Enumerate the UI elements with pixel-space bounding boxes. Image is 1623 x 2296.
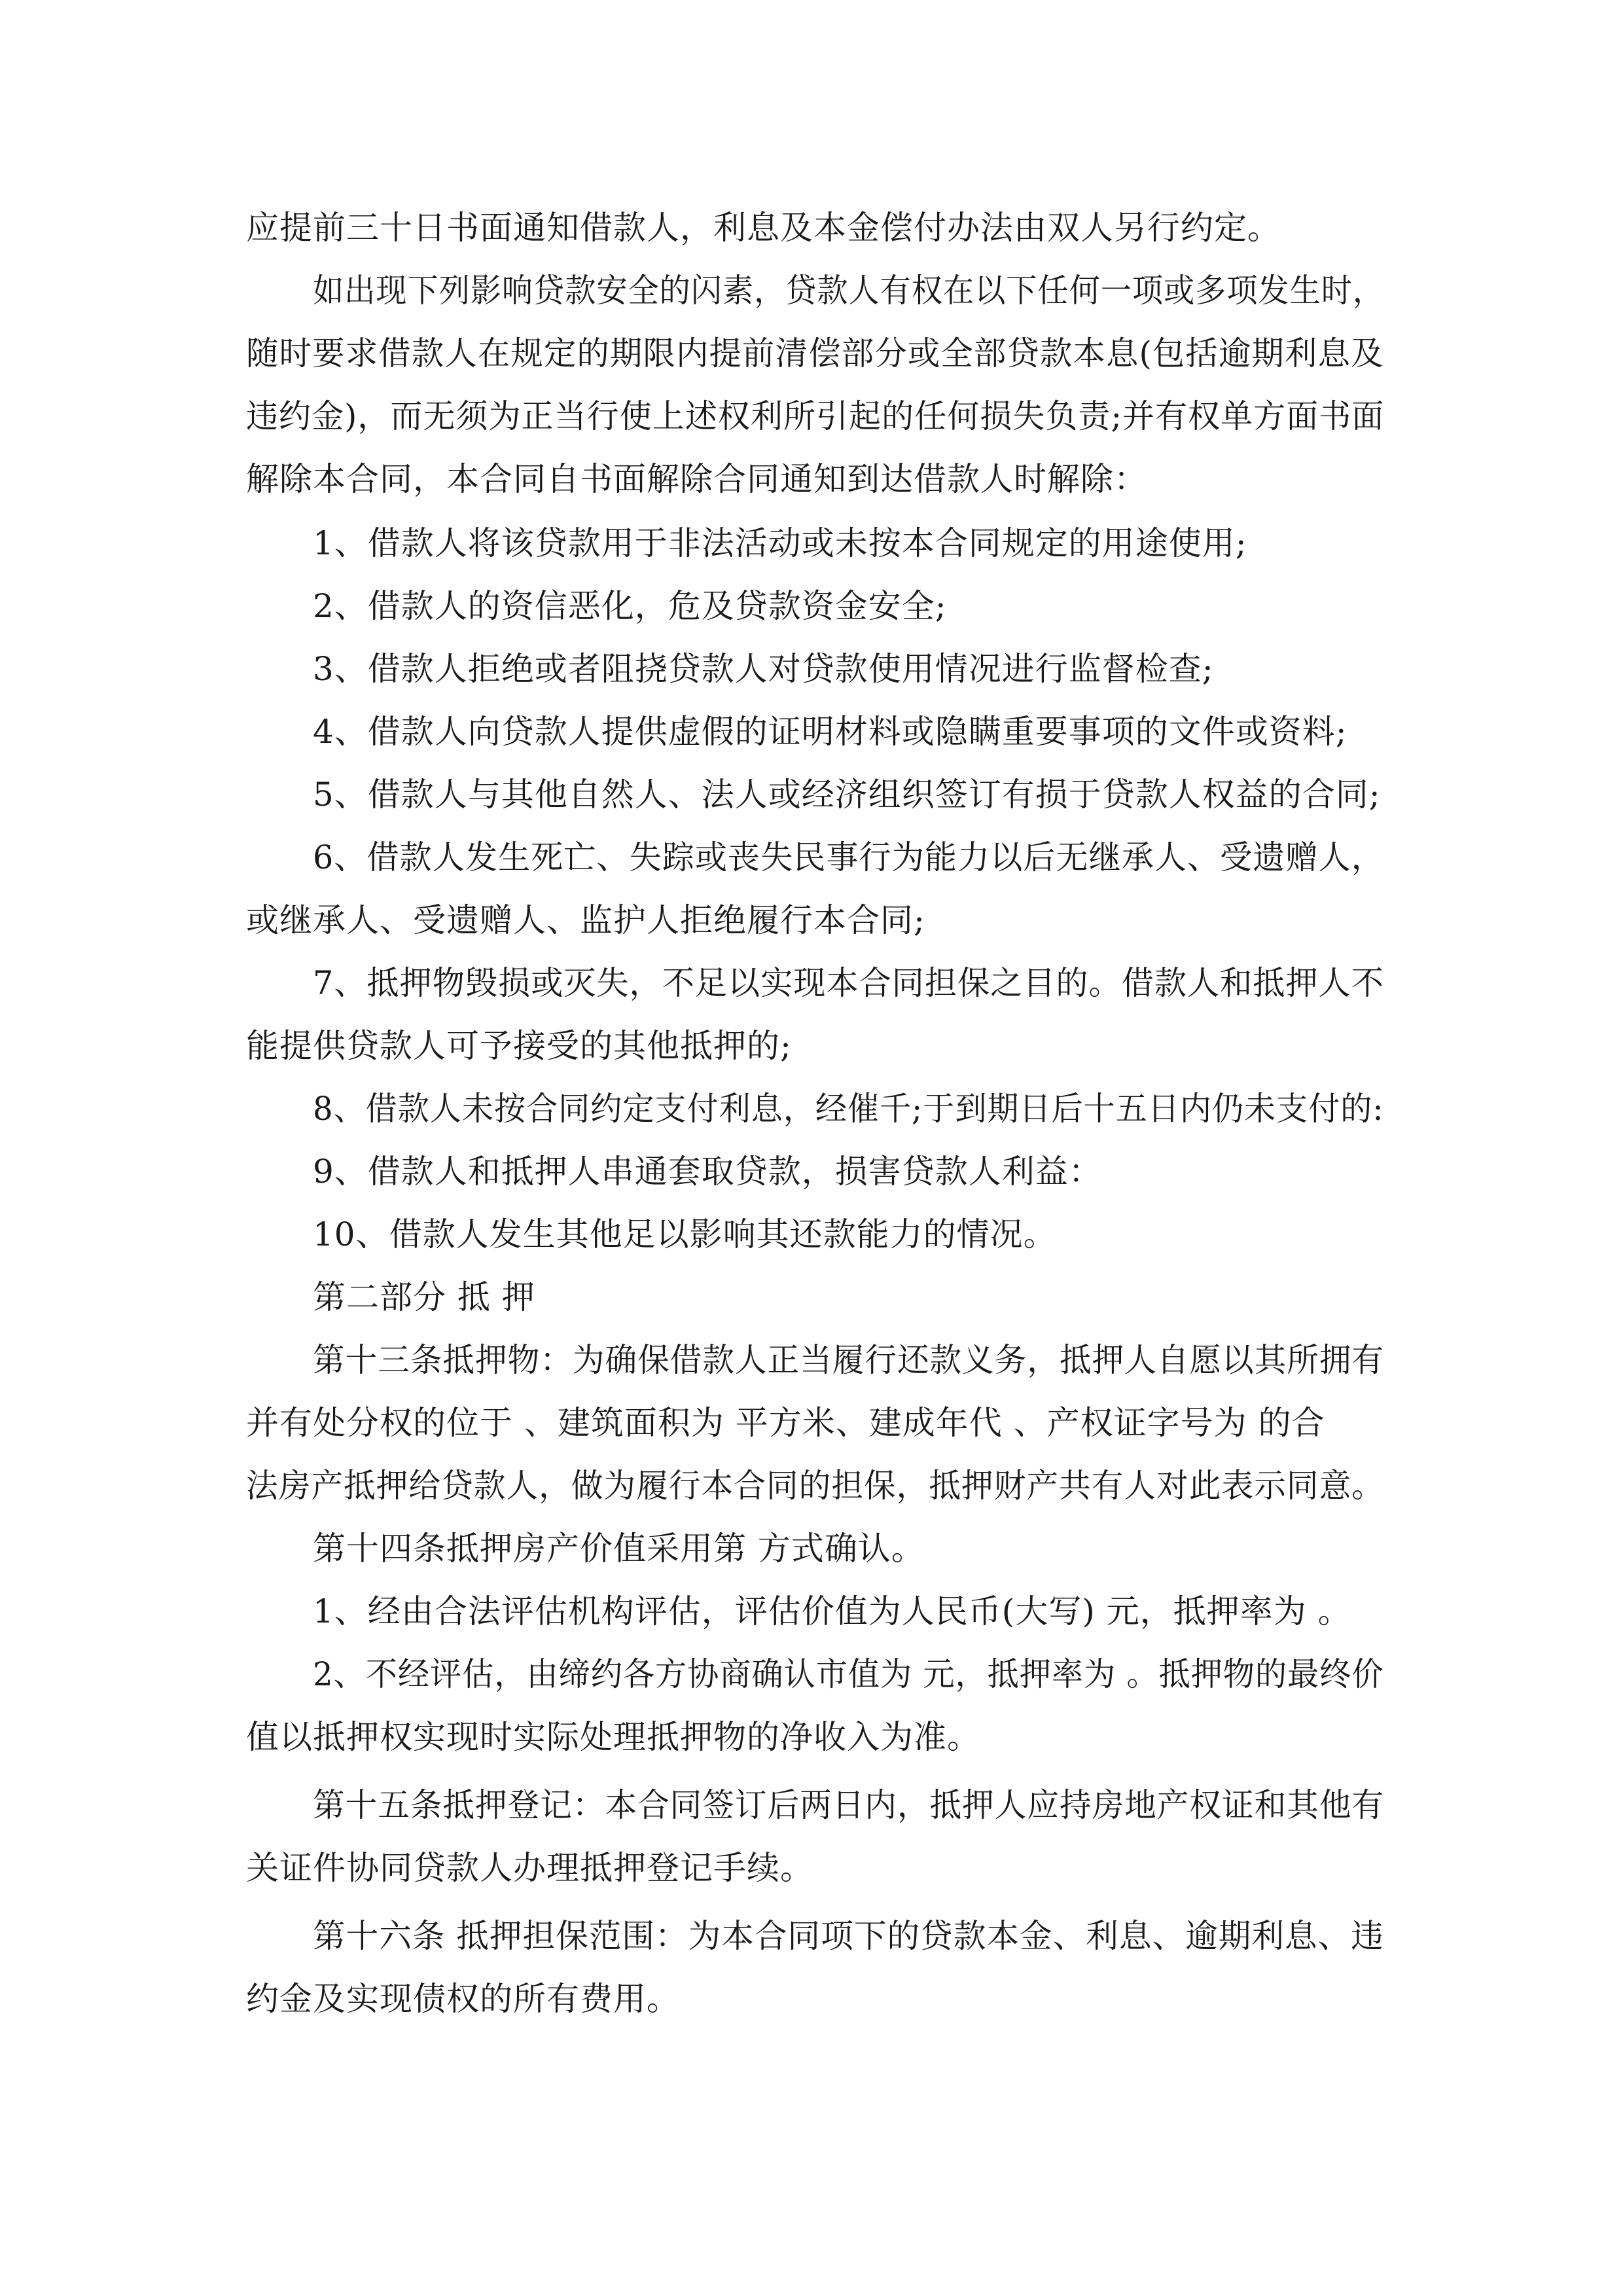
list-item: 2、不经评估，由缔约各方协商确认市值为 元，抵押率为 。抵押物的最终价 [313, 1655, 1384, 1693]
list-item: 10、借款人发生其他足以影响其还款能力的情况。 [313, 1215, 1057, 1253]
list-item: 1、借款人将该贷款用于非法活动或未按本合同规定的用途使用; [313, 524, 1247, 562]
text-line: 约金及实现债权的所有费用。 [246, 1980, 680, 2018]
text-line: 并有处分权的位于 、建筑面积为 平方米、建成年代 、产权证字号为 的合 [246, 1404, 1325, 1442]
text-line: 或继承人、受遗赠人、监护人拒绝履行本合同; [246, 901, 925, 939]
text-line: 解除本合同，本合同自书面解除合同通知到达借款人时解除： [246, 460, 1147, 498]
list-item: 7、抵押物毁损或灭失，不足以实现本合同担保之目的。借款人和抵押人不 [313, 964, 1384, 1002]
text-line: 违约金)，而无须为正当行使上述权利所引起的任何损失负责;并有权单方面书面 [246, 397, 1385, 435]
text-line: 应提前三十日书面通知借款人，利息及本金偿付办法由双人另行约定。 [246, 209, 1281, 247]
list-item: 6、借款人发生死亡、失踪或丧失民事行为能力以后无继承人、受遗赠人， [313, 838, 1384, 876]
text-line: 能提供贷款人可予接受的其他抵押的; [246, 1027, 792, 1065]
article-paragraph: 第十四条抵押房产价值采用第 方式确认。 [313, 1530, 925, 1568]
list-item: 4、借款人向贷款人提供虚假的证明材料或隐瞒重要事项的文件或资料; [313, 713, 1347, 751]
list-item: 3、借款人拒绝或者阻挠贷款人对贷款使用情况进行监督检查; [313, 650, 1214, 688]
list-item: 9、借款人和抵押人串通套取贷款，损害贷款人利益： [313, 1153, 1102, 1191]
article-paragraph: 第十三条抵押物：为确保借款人正当履行还款义务，抵押人自愿以其所拥有 [313, 1341, 1385, 1379]
article-paragraph: 第十五条抵押登记：本合同签订后两日内，抵押人应持房地产权证和其他有 [313, 1786, 1385, 1824]
section-heading: 第二部分 抵 押 [313, 1278, 535, 1316]
text-line: 随时要求借款人在规定的期限内提前清偿部分或全部贷款本息(包括逾期利息及 [246, 334, 1384, 372]
text-line: 值以抵押权实现时实际处理抵押物的净收入为准。 [246, 1718, 980, 1756]
list-item: 1、经由合法评估机构评估，评估价值为人民币(大写) 元，抵押率为 。 [313, 1592, 1351, 1630]
list-item: 2、借款人的资信恶化，危及贷款资金安全; [313, 587, 947, 625]
list-item: 5、借款人与其他自然人、法人或经济组织签订有损于贷款人权益的合同; [313, 776, 1381, 814]
text-line: 如出现下列影响贷款安全的闪素，贷款人有权在以下任何一项或多项发生时， [313, 272, 1385, 310]
text-line: 法房产抵押给贷款人，做为履行本合同的担保，抵押财产共有人对此表示同意。 [246, 1467, 1384, 1505]
text-line: 关证件协同贷款人办理抵押登记手续。 [246, 1849, 813, 1887]
list-item: 8、借款人未按合同约定支付利息，经催千;于到期日后十五日内仍未支付的: [313, 1090, 1384, 1128]
article-paragraph: 第十六条 抵押担保范围：为本合同项下的贷款本金、利息、逾期利息、违 [313, 1917, 1384, 1955]
